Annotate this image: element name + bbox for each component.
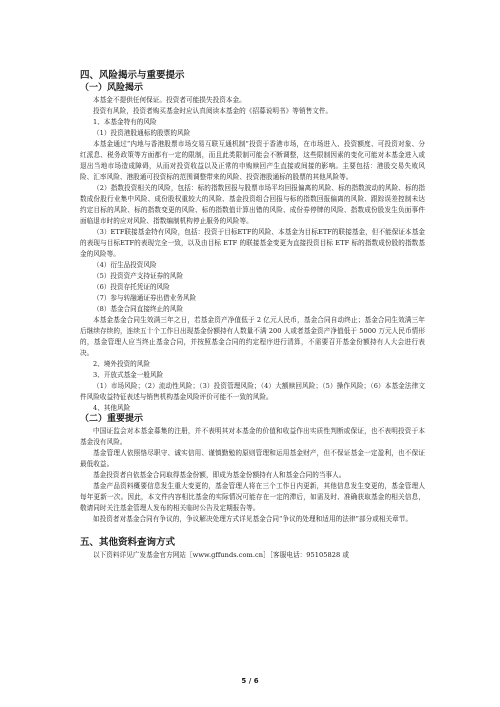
paragraph: 基金管理人依照恪尽职守、诚实信用、谨慎勤勉的原则管理和运用基金财产，但不保证基金一定盈利，也不保证最低收益。 [80, 449, 425, 468]
paragraph: 基金投资者自依基金合同取得基金份额，即成为基金份额持有人和基金合同的当事人。 [93, 471, 346, 479]
risk-disclosure-heading: （一）风险揭示 [80, 83, 144, 93]
list-item: 3、开放式基金一般风险 [93, 371, 164, 379]
contact-prefix: 以下资料详见广发基金官方网站［ [93, 551, 193, 559]
list-item: （7）参与转融通证券出借业务风险 [93, 294, 197, 302]
contact-paragraph [80, 550, 425, 561]
list-item: （6）投资存托凭证的风险 [93, 283, 170, 291]
paragraph: （1）市场风险；（2）流动性风险；（3）投资管理风险；（4）大额赎回风险；（5）操作风险；（6）本基金法律文件风险收益特征表述与销售机构基金风险评价可能不一致的风险。 [80, 382, 425, 401]
paragraph: 基金产品资料概要信息发生重大变更的，基金管理人将在三个工作日内更新，其他信息发生变更的，基金管理人每年更新一次。因此，本文件内容相比基金的实际情况可能存在一定的滞后，如需及时、准确获取基金的相关信息，敬请同时关注基金管理人发布的相关临时公告及定期报告等。 [80, 482, 425, 512]
paragraph: 中国证监会对本基金募集的注册，并不表明其对本基金的价值和收益作出实质性判断或保证，也不表明投资于本基金没有风险。 [80, 427, 425, 446]
page-number: 5 / 6 [241, 677, 259, 685]
paragraph: 本基金通过“内地与香港股票市场交易互联互通机制”投资于香港市场，在市场进入、投资额度、可投资对象、分红派息、税务政策等方面都有一定的限制，而且此类限制可能会不断调整，这些限制因素的变化可能对本基金进入或退出当地市场造成障碍，从而对投资收益以及正常的申购赎回产生直接或间接的影响。主要包括：港股交易失败风险、汇率风险、港股通可投资标的范围调整带来的风险、投资港股通标的股票的其他风险等。 [80, 140, 425, 181]
list-item: （1）投资港股通标的股票的风险 [93, 129, 191, 137]
list-item: 1、本基金特有的风险 [93, 118, 157, 126]
contact-suffix: ］［客服电话：95105828 或 [263, 551, 350, 559]
paragraph: 本基金不提供任何保证。投资者可能损失投资本金。 [93, 96, 246, 104]
section-5-title: 五、其他资料查询方式 [80, 537, 176, 548]
website-link[interactable]: www.gffunds.com.cn [192, 551, 264, 559]
paragraph: （2）指数投资相关的风险，包括：标的指数回报与股票市场平均回报偏离的风险、标的指数波动的风险、标的指数成份股行业集中风险、成份股权重较大的风险、基金投资组合回报与标的指数回报偏离的风险、跟踪误差控制未达约定目标的风险、标的指数变更的风险、标的指数值计算出错的风险、成份券停牌的风险、指数成份股发生负面事件面临退市时的应对风险、指数编制机构停止服务的风险等。 [80, 184, 425, 225]
document-body [80, 70, 425, 561]
list-item: 2、境外投资的风险 [93, 360, 150, 368]
list-item: 4、其他风险 [93, 404, 131, 412]
paragraph: 本基金基金合同生效满三年之日，若基金资产净值低于 2 亿元人民币，基金合同自动终止；基金合同生效满三年后继续存续的，连续五十个工作日出现基金份额持有人数量不满 200 人或者基金资产净值低于 5000 万元人民币情形的，基金管理人应当终止基金合同，并按照基金合同的约定程序进行清算，不需要召开基金份额持有人大会进行表决。 [80, 316, 425, 357]
list-item: （4）衍生品投资风险 [93, 261, 157, 269]
important-notice-heading: （二）重要提示 [80, 414, 144, 424]
list-item: （8）基金合同直接终止的风险 [93, 305, 183, 313]
list-item: （5）投资资产支持证券的风险 [93, 272, 183, 280]
paragraph: 如投资者对基金合同有争议的，争议解决处理方式详见基金合同“争议的处理和适用的法律”部分或相关章节。 [93, 515, 413, 523]
section-4-title: 四、风险揭示与重要提示 [80, 70, 185, 81]
paragraph: （3）ETF联接基金特有风险，包括：投资于目标ETF的风险、本基金为目标ETF的联接基金，但不能保证本基金的表现与目标ETF的表现完全一致，以及由目标 ETF 的联接基金变更为直接投资目标 ETF 标的指数成份股的指数基金的风险等。 [80, 228, 425, 258]
paragraph: 投资有风险，投资者购买基金时应认真阅读本基金的《招募说明书》等销售文件。 [93, 107, 333, 115]
